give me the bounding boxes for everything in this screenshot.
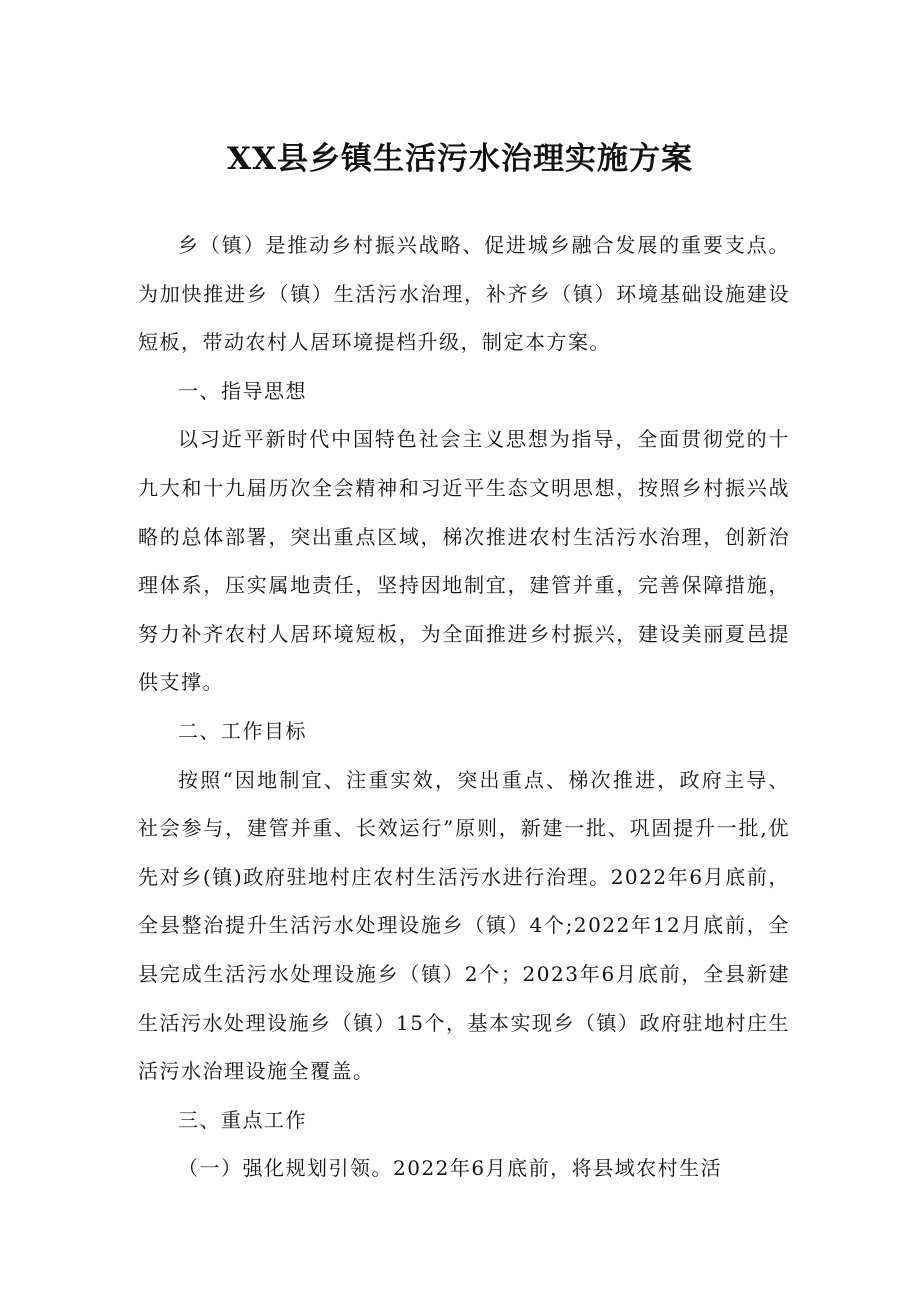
intro-paragraph: 乡（镇）是推动乡村振兴战略、促进城乡融合发展的重要支点。为加快推进乡（镇）生活污水治理，补齐乡（镇）环境基础设施建设短板，带动农村人居环境提档升级，制定本方案。 — [138, 233, 790, 355]
section-heading-key-work: 三、重点工作 — [178, 1107, 307, 1132]
guiding-ideology-paragraph: 以习近平新时代中国特色社会主义思想为指导，全面贯彻党的十九大和十九届历次全会精神和习近平生态文明思想，按照乡村振兴战略的总体部署，突出重点区域，梯次推进农村生活污水治理，创新治理体系，压实属地责任，坚持因地制宜，建管并重，完善保障措施，努力补齐农村人居环境短板，为全面推进乡村振兴，建设美丽夏邑提供支撑。 — [138, 427, 790, 695]
document-body — [138, 221, 790, 1193]
work-goals-paragraph: 按照“因地制宜、注重实效，突出重点、梯次推进，政府主导、社会参与，建管并重、长效运行”原则，新建一批、巩固提升一批,优先对乡(镇)政府驻地村庄农村生活污水进行治理。2022年6月底前，全县整治提升生活污水处理设施乡（镇）4个;2022年12月底前，全县完成生活污水处理设施乡（镇）2个；2023年6月底前，全县新建生活污水处理设施乡（镇）15个，基本实现乡（镇）政府驻地村庄生活污水治理设施全覆盖。 — [138, 767, 790, 1084]
key-work-paragraph: （一）强化规划引领。2022年6月底前，将县域农村生活 — [178, 1156, 723, 1181]
section-heading-guiding-ideology: 一、指导思想 — [178, 378, 307, 403]
document-title: XX县乡镇生活污水治理实施方案 — [226, 141, 694, 177]
section-heading-work-goals: 二、工作目标 — [178, 718, 307, 743]
